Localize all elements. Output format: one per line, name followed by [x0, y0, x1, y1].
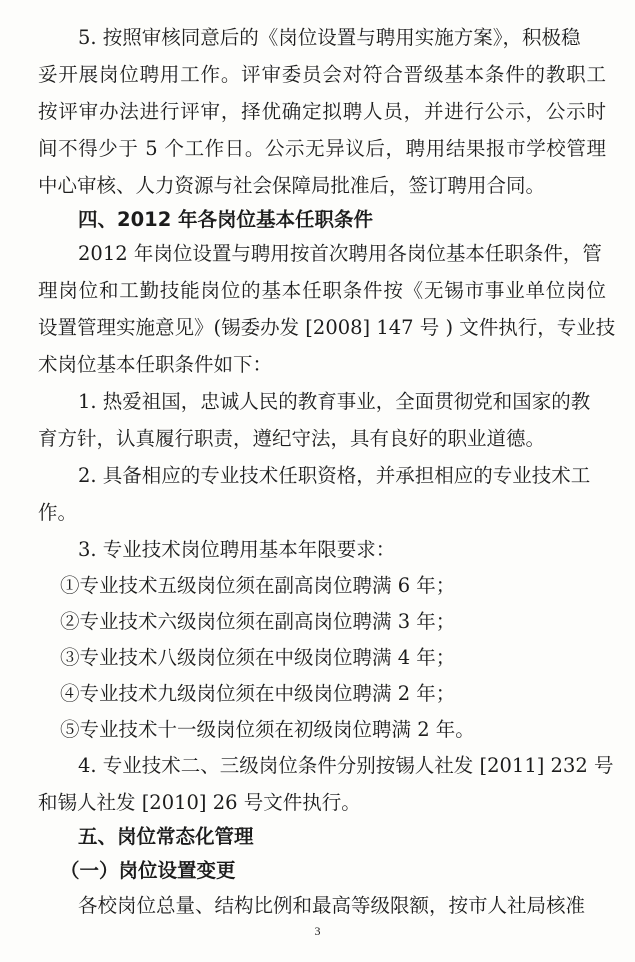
paragraph-line: 按评审办法进行评审，择优确定拟聘人员，并进行公示，公示时: [38, 100, 606, 123]
list-item-line: 作。: [38, 501, 78, 524]
paragraph-line: 2012 年岗位设置与聘用按首次聘用各岗位基本任职条件，管: [78, 242, 602, 265]
list-item-line: 2. 具备相应的专业技术任职资格，并承担相应的专业技术工: [78, 464, 591, 487]
paragraph-line: 设置管理实施意见》(锡委办发 [2008] 147 号 ) 文件执行，专业技: [38, 316, 616, 339]
heading-text: （一）岗位设置变更: [60, 859, 236, 882]
paragraph-line: 各校岗位总量、结构比例和最高等级限额，按市人社局核准: [78, 894, 586, 917]
paragraph-line: 间不得少于 5 个工作日。公示无异议后，聘用结果报市学校管理: [38, 137, 606, 160]
paragraph-line: 理岗位和工勤技能岗位的基本任职条件按《无锡市事业单位岗位: [38, 279, 606, 302]
list-item-line: 育方针，认真履行职责，遵纪守法，具有良好的职业道德。: [38, 427, 546, 450]
paragraph-line: 术岗位基本任职条件如下：: [38, 353, 273, 376]
sub-list-item: ①专业技术五级岗位须在副高岗位聘满 6 年；: [60, 574, 456, 597]
paragraph-line: 5. 按照审核同意后的《岗位设置与聘用实施方案》，积极稳: [78, 26, 581, 49]
heading-text: 五、岗位常态化管理: [78, 825, 254, 848]
sub-list-item: ②专业技术六级岗位须在副高岗位聘满 3 年；: [60, 610, 456, 633]
paragraph-line: 中心审核、人力资源与社会保障局批准后，签订聘用合同。: [38, 174, 546, 197]
list-item-line: 4. 专业技术二、三级岗位条件分别按锡人社发 [2011] 232 号: [78, 754, 614, 777]
sub-list-item: ④专业技术九级岗位须在中级岗位聘满 2 年；: [60, 682, 456, 705]
list-item-line: 3. 专业技术岗位聘用基本年限要求：: [78, 538, 396, 561]
sub-list-item: ⑤专业技术十一级岗位须在初级岗位聘满 2 年。: [60, 718, 475, 741]
heading-text: 四、2012 年各岗位基本任职条件: [78, 208, 374, 231]
sub-list-item: ③专业技术八级岗位须在中级岗位聘满 4 年；: [60, 646, 456, 669]
paragraph-line: 妥开展岗位聘用工作。评审委员会对符合晋级基本条件的教职工: [38, 63, 606, 86]
page-number: 3: [314, 924, 321, 938]
list-item-line: 1. 热爱祖国，忠诚人民的教育事业，全面贯彻党和国家的教: [78, 390, 591, 413]
list-item-line: 和锡人社发 [2010] 26 号文件执行。: [38, 791, 361, 814]
